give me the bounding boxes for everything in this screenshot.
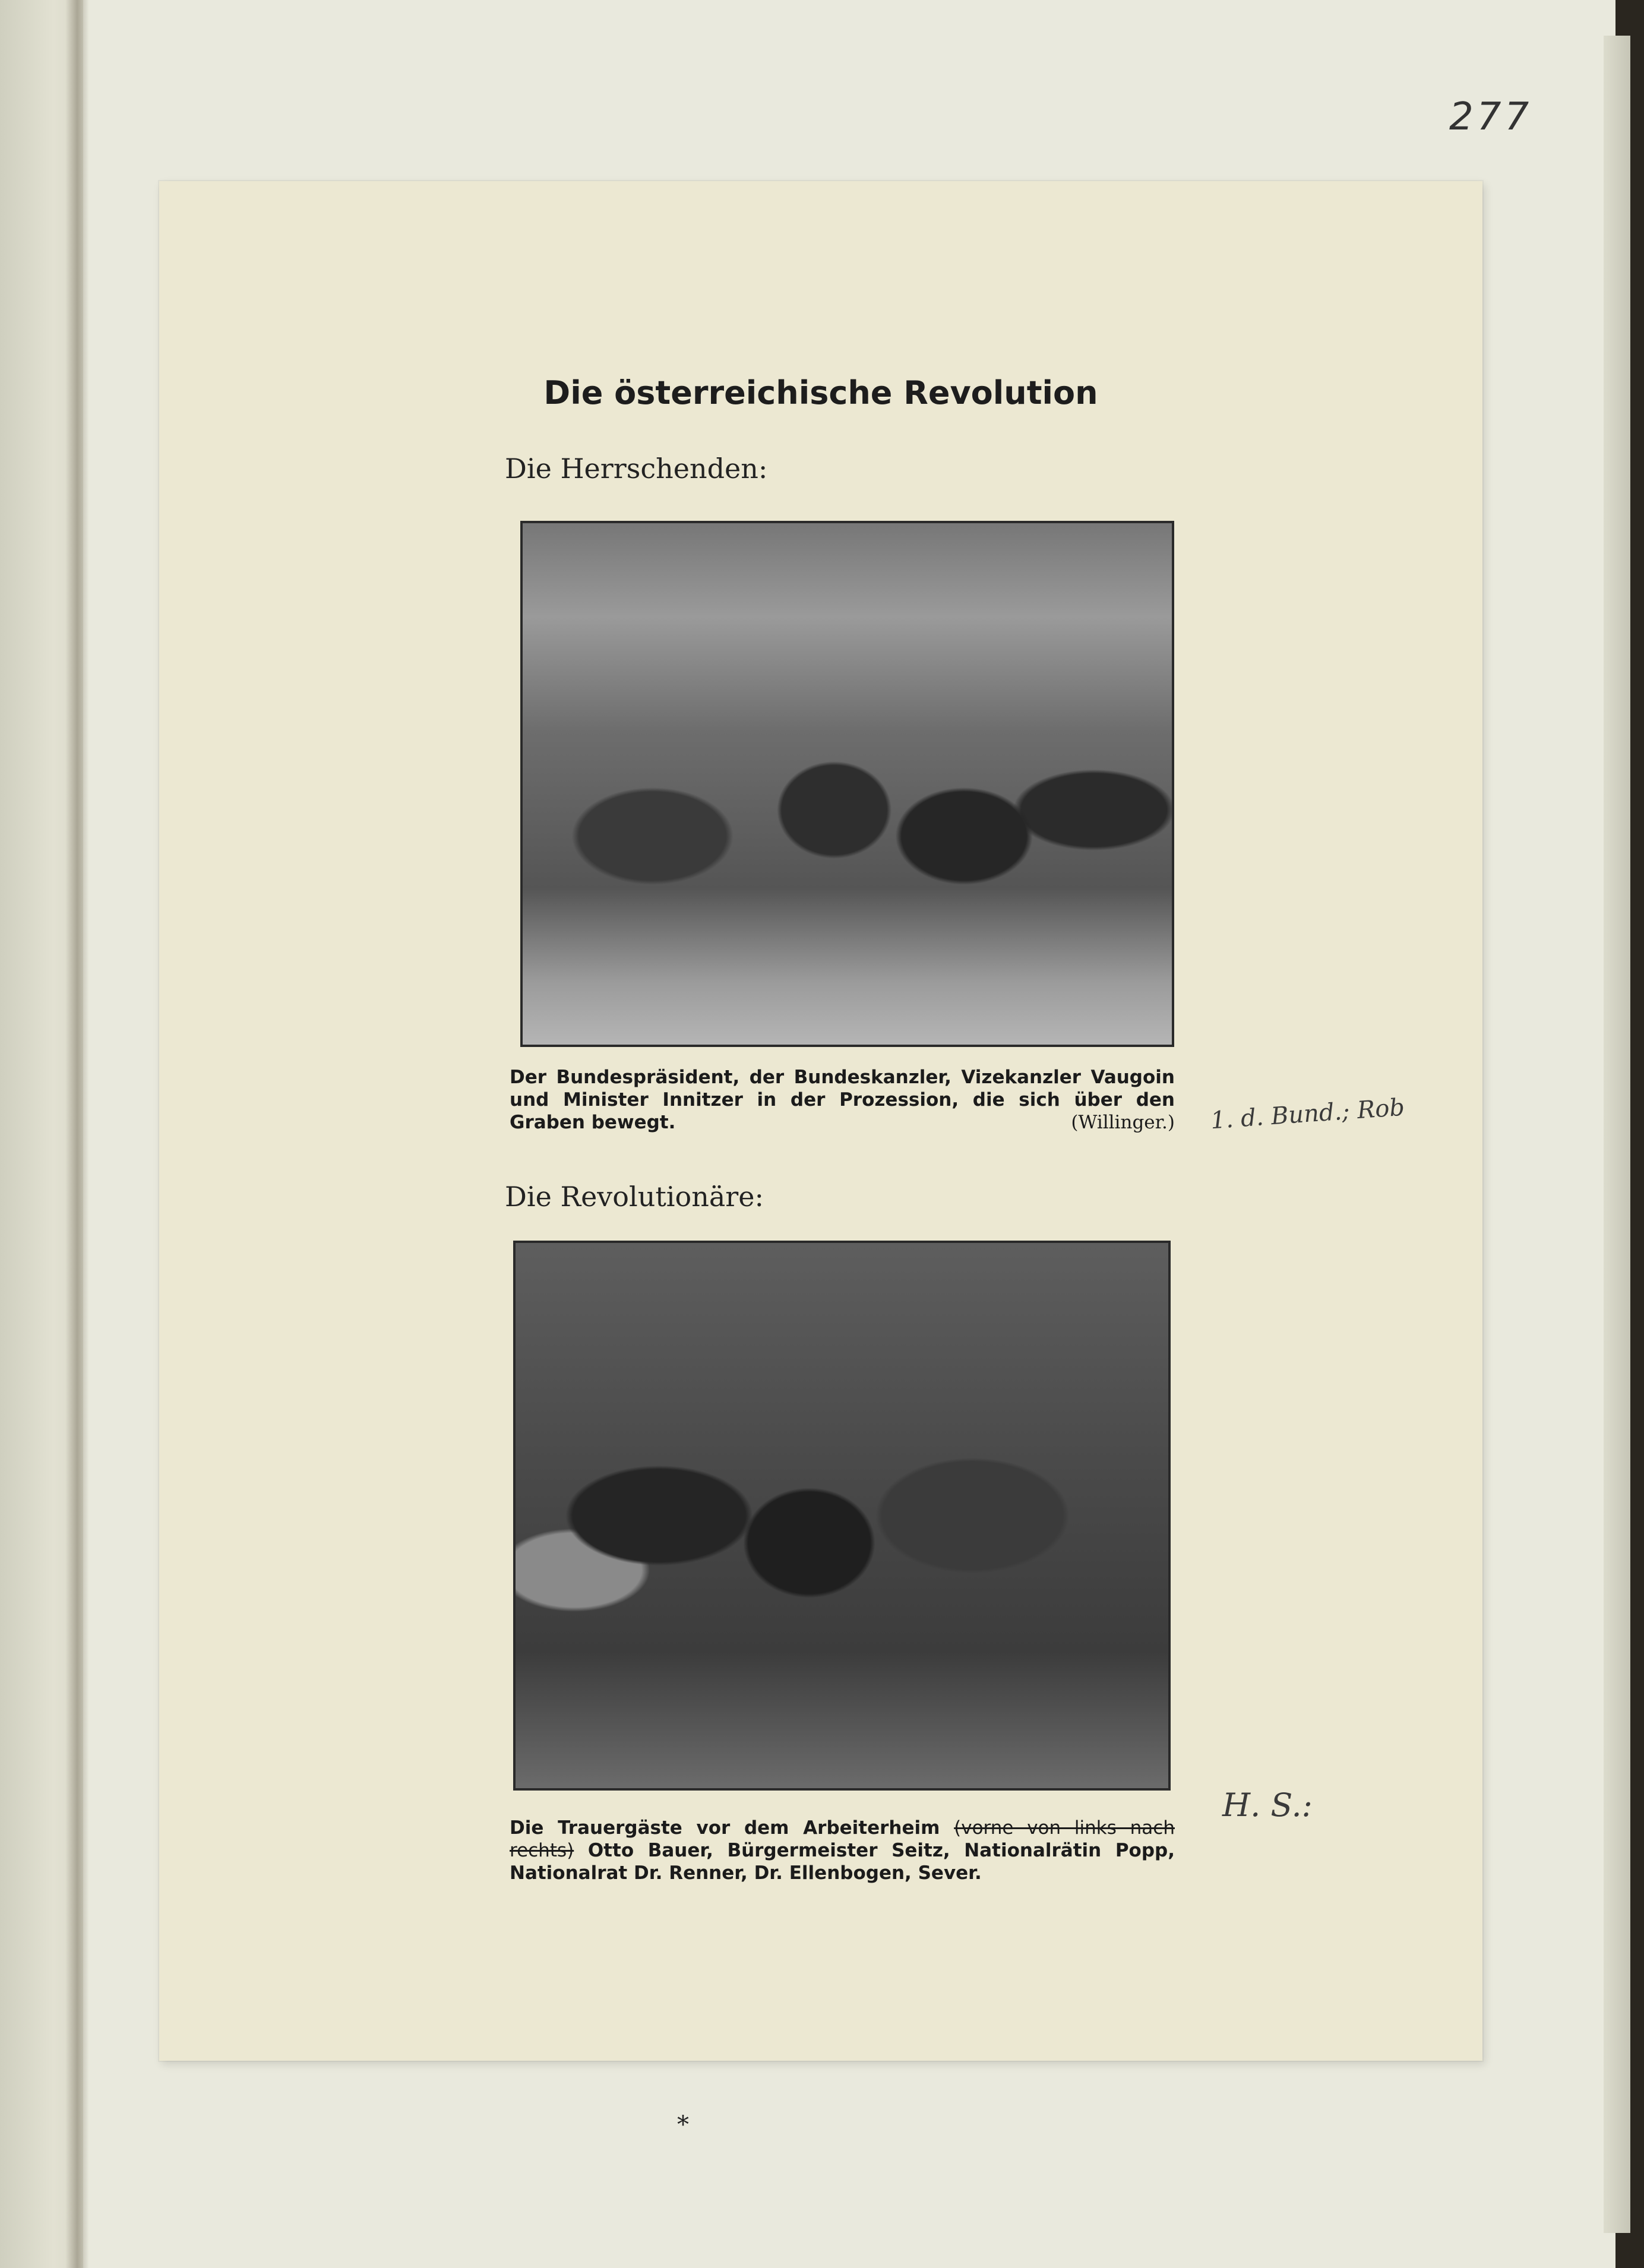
caption-mourners-struck: (vorne von links nach rechts) <box>510 1817 1175 1861</box>
photo-mourners <box>513 1241 1171 1791</box>
page-number: 277 <box>1449 95 1533 139</box>
handwritten-note-1: 1. d. Bund.; Rob <box>1209 1093 1406 1135</box>
page-title: Die österreichische Revolution <box>543 374 1098 412</box>
caption-mourners-text-end: Otto Bauer, Bürgermeister Seitz, Nationalrätin Popp, Nationalrat Dr. Renner, Dr. Ellenbogen, Sever. <box>510 1840 1175 1884</box>
book-gutter <box>65 0 89 2268</box>
caption-procession <box>510 1066 1175 1134</box>
section-label-herrschenden: Die Herrschenden: <box>505 453 768 485</box>
footer-mark: * <box>677 2111 689 2139</box>
caption-mourners-text-start: Die Trauergäste vor dem Arbeiterheim <box>510 1817 954 1839</box>
photo-procession <box>520 521 1174 1047</box>
photo-credit: (Willinger.) <box>1071 1112 1175 1133</box>
caption-mourners <box>510 1817 1175 1884</box>
handwritten-note-2: H. S.: <box>1222 1786 1313 1824</box>
pasted-clipping <box>159 181 1482 2139</box>
caption-procession-text: Der Bundespräsident, der Bundeskanzler, Vizekanzler Vaugoin und Minister Innitzer in der Prozession, die sich über den Graben bewegt. <box>510 1067 1175 1133</box>
right-page-edge <box>1604 36 1630 2233</box>
section-label-revolutionaere: Die Revolutionäre: <box>505 1181 764 1213</box>
